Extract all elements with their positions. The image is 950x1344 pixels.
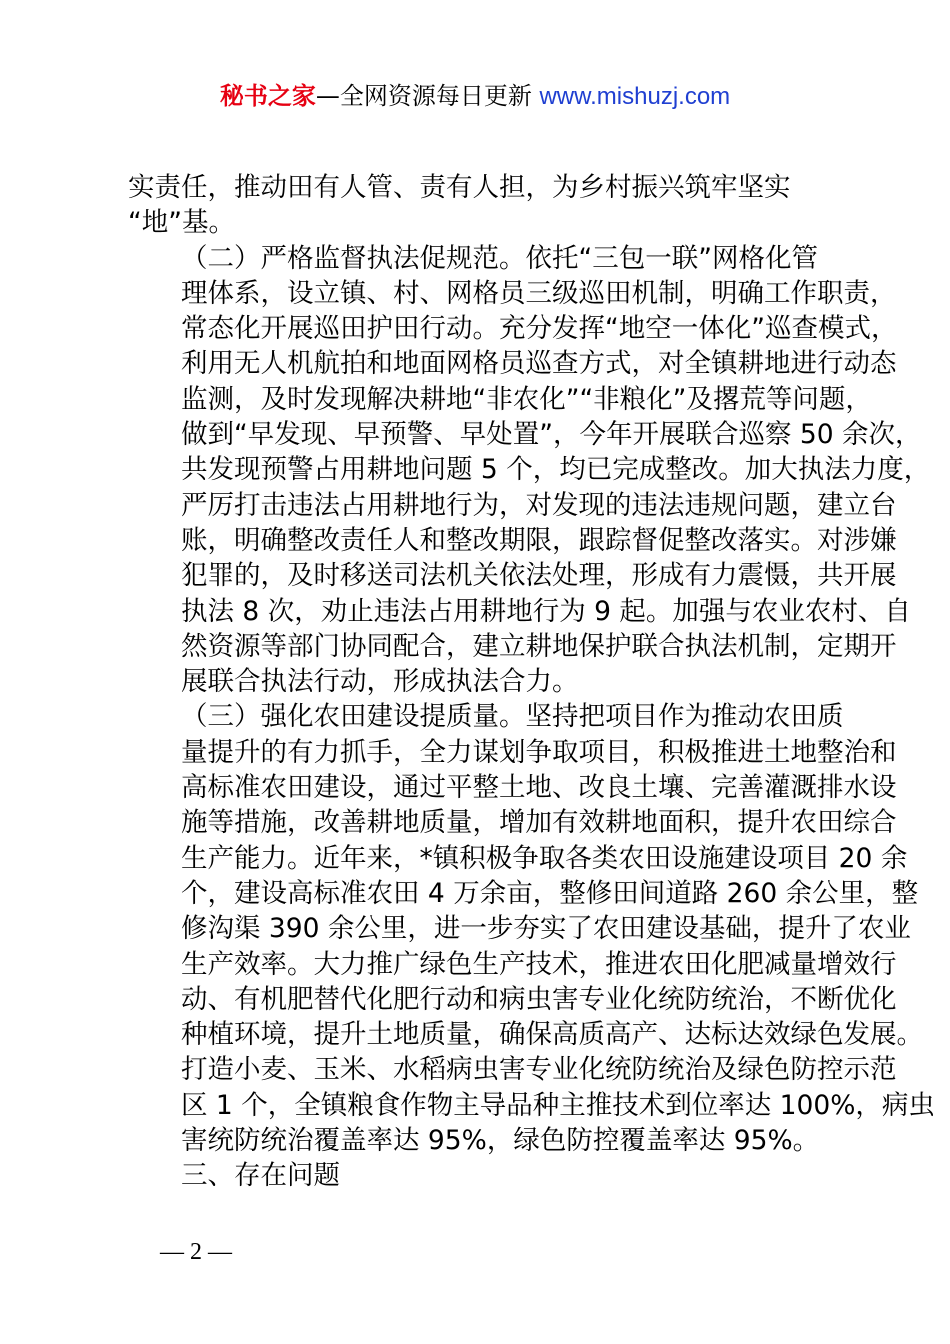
text-line: 量提升的有力抓手，全力谋划争取项目，积极推进土地整治和	[181, 736, 897, 768]
site-tagline: —全网资源每日更新	[315, 82, 540, 110]
text-line: “地”基。	[128, 207, 235, 239]
text-line: 犯罪的，及时移送司法机关依法处理，形成有力震慑，共开展	[181, 560, 897, 592]
text-line: 高标准农田建设，通过平整土地、改良土壤、完善灌溉排水设	[181, 772, 897, 804]
text-line: 动、有机肥替代化肥行动和病虫害专业化统防统治，不断优化	[181, 983, 897, 1015]
text-line: 执法 8 次，劝止违法占用耕地行为 9 起。加强与农业农村、自	[181, 595, 911, 627]
page-number: — 2 —	[160, 1239, 232, 1265]
text-line: 个，建设高标准农田 4 万余亩，整修田间道路 260 余公里，整	[181, 877, 919, 909]
site-url[interactable]: www.mishuzj.com	[539, 83, 731, 110]
text-line: 种植环境，提升土地质量，确保高质高产、达标达效绿色发展。	[181, 1019, 923, 1051]
text-line: 施等措施，改善耕地质量，增加有效耕地面积，提升农田综合	[181, 807, 897, 839]
text-line: 然资源等部门协同配合，建立耕地保护联合执法机制，定期开	[181, 630, 897, 662]
text-line: （二）严格监督执法促规范。依托“三包一联”网格化管	[181, 242, 818, 274]
text-line: 展联合执法行动，形成执法合力。	[181, 666, 579, 698]
site-name: 秘书之家	[219, 82, 316, 110]
section-heading-problems	[128, 1158, 840, 1193]
paragraph-farmland-construction	[128, 699, 935, 1158]
text-line: 严厉打击违法占用耕地行为，对发现的违法违规问题，建立台	[181, 489, 897, 521]
paragraph-continuation	[128, 170, 840, 241]
text-line: 生产能力。近年来，*镇积极争取各类农田设施建设项目 20 余	[181, 842, 908, 874]
text-line: 理体系，设立镇、村、网格员三级巡田机制，明确工作职责，	[181, 277, 897, 309]
text-line: 账，明确整改责任人和整改期限，跟踪督促整改落实。对涉嫌	[181, 524, 897, 556]
text-line: 打造小麦、玉米、水稻病虫害专业化统防统治及绿色防控示范	[181, 1054, 897, 1086]
text-line: 修沟渠 390 余公里，进一步夯实了农田建设基础，提升了农业	[181, 913, 911, 945]
text-line: 做到“早发现、早预警、早处置”，今年开展联合巡察 50 余次，	[181, 419, 922, 451]
text-line: 害统防统治覆盖率达 95%，绿色防控覆盖率达 95%。	[181, 1125, 820, 1157]
text-line: 生产效率。大力推广绿色生产技术，推进农田化肥减量增效行	[181, 948, 897, 980]
text-line: 共发现预警占用耕地问题 5 个，均已完成整改。加大执法力度，	[181, 454, 931, 486]
site-header	[0, 78, 950, 115]
text-line: 常态化开展巡田护田行动。充分发挥“地空一体化”巡查模式，	[181, 313, 898, 345]
text-line: 实责任，推动田有人管、责有人担，为乡村振兴筑牢坚实	[128, 172, 791, 203]
text-line: 监测，及时发现解决耕地“非农化”“非粮化”及撂荒等问题，	[181, 383, 872, 415]
document-body	[128, 170, 935, 1194]
text-line: 三、存在问题	[181, 1160, 340, 1192]
text-line: 区 1 个，全镇粮食作物主导品种主推技术到位率达 100%，病虫	[181, 1089, 935, 1121]
paragraph-supervision	[128, 241, 931, 700]
text-line: （三）强化农田建设提质量。坚持把项目作为推动农田质	[181, 701, 844, 733]
text-line: 利用无人机航拍和地面网格员巡查方式，对全镇耕地进行动态	[181, 348, 897, 380]
